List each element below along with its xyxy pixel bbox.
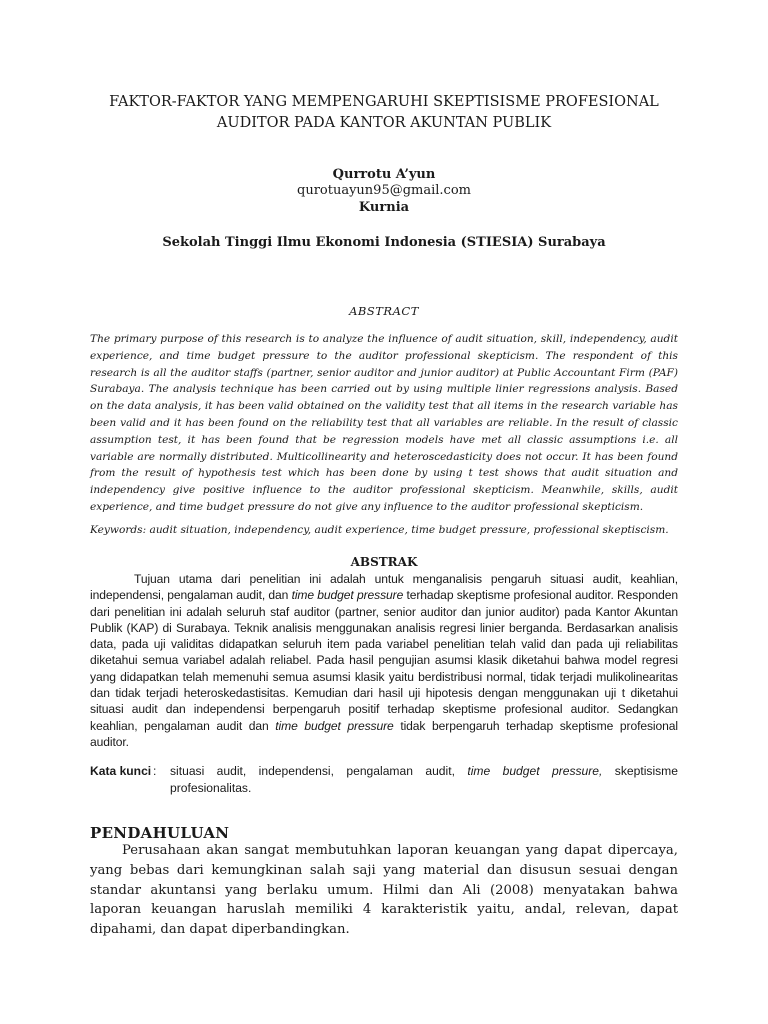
abstract-id-text-3: tidak berpengaruh terhadap skeptisme profesional auditor. bbox=[90, 718, 678, 749]
paper-title bbox=[80, 92, 688, 134]
section-body bbox=[90, 841, 678, 940]
abstract-id-text-2: terhadap skeptisme profesional auditor. Responden dari penelitian ini adalah seluruh staf auditor (partner, senior auditor dan junior auditor) pada Kantor Akuntan Publik (KAP) di Surabaya. Teknik analisis menggunakan analisis regresi linier berganda. Berdasarkan analisis data, pada uji validitas didapatkan seluruh item pada variabel penelitian telah valid dan pada uji reliabilitas diketahui semua variabel adalah reliabel. Pada hasil pengujian asumsi klasik diketahui bahwa model regresi yang didapatkan telah memenuhi semua asumsi klasik yaitu berdistribusi normal, tidak terjadi mulikolinearitas dan tidak terjadi heteroskedastisitas. Kemudian dari hasil uji hipotesis dengan menggunakan uji t diketahui situasi audit dan independensi berpengaruh positif terhadap skeptisme profesional auditor. Sedangkan keahlian, pengalaman audit dan bbox=[90, 588, 678, 733]
paper-title-line2: AUDITOR PADA KANTOR AKUNTAN PUBLIK bbox=[216, 115, 552, 131]
kata-kunci-label: Kata kunci bbox=[90, 764, 152, 778]
abstract-body-id bbox=[90, 571, 678, 750]
affiliation: Sekolah Tinggi Ilmu Ekonomi Indonesia (STIESIA) Surabaya bbox=[162, 235, 606, 250]
section-heading-pendahuluan: PENDAHULUAN bbox=[90, 824, 230, 842]
abstract-body-en: The primary purpose of this research is to analyze the influence of audit situation, skill, independency, audit experience, and time budget pressure to the auditor professional skepticism. The respondent of this research is all the auditor staffs (partner, senior auditor and junior auditor) at Public Accountant Firm (PAF) Surabaya. The analysis technique has been carried out by using multiple linier regressions analysis. Based on the data analysis, it has been valid obtained on the validity test that all items in the research variable has been valid and it has been found on the reliability test that all variables are reliable. In the result of classic assumption test, it has been found that be regression models have met all classic assumptions i.e. all variable are normally distributed. Multicollinearity and heteroscedasticity does not occur. It has been found from the result of hypothesis test which has been done by using t test shows that audit situation and independency give positive influence to the auditor professional skepticism. Meanwhile, skills, audit experience, and time budget pressure do not give any influence to the auditor professional skepticism. bbox=[90, 333, 678, 513]
abstract-id-text-1: Tujuan utama dari penelitian ini adalah untuk menganalisis pengaruh situasi audit, keahlian, independensi, pengalaman audit, dan bbox=[90, 572, 678, 603]
author-email[interactable]: qurotuayun95@gmail.com bbox=[297, 183, 471, 198]
paper-title-line1: FAKTOR-FAKTOR YANG MEMPENGARUHI SKEPTISISME PROFESIONAL bbox=[109, 94, 659, 110]
kata-kunci-colon: : bbox=[153, 764, 157, 778]
abstract-id-emphasis-2: time budget pressure bbox=[275, 718, 394, 733]
kata-kunci-text-1: situasi audit, independensi, pengalaman audit, bbox=[170, 764, 468, 778]
author-name-1: Qurrotu A’yun bbox=[332, 167, 436, 182]
kata-kunci-emphasis: time budget pressure, bbox=[467, 764, 603, 778]
abstract-paragraph-id bbox=[90, 571, 678, 750]
kata-kunci-text-2: skeptisisme profesionalitas. bbox=[170, 764, 678, 795]
section-paragraph: Perusahaan akan sangat membutuhkan laporan keuangan yang dapat dipercaya, yang bebas dari kemungkinan salah saji yang material dan disusun sesuai dengan standar akuntansi yang berlaku umum. Hilmi dan Ali (2008) menyatakan bahwa laporan keuangan haruslah memiliki 4 karakteristik yaitu, andal, relevan, dapat dipahami, dan dapat diperbandingkan. bbox=[90, 843, 678, 938]
abstract-heading-id: ABSTRAK bbox=[350, 555, 418, 569]
author-name-2: Kurnia bbox=[358, 200, 410, 215]
abstract-id-emphasis-1: time budget pressure bbox=[291, 588, 404, 603]
keywords-en: Keywords: audit situation, independency, audit experience, time budget pressure, professional skeptiscism. bbox=[90, 524, 669, 536]
kata-kunci-value bbox=[170, 763, 678, 796]
abstract-heading-en: ABSTRACT bbox=[349, 304, 419, 318]
